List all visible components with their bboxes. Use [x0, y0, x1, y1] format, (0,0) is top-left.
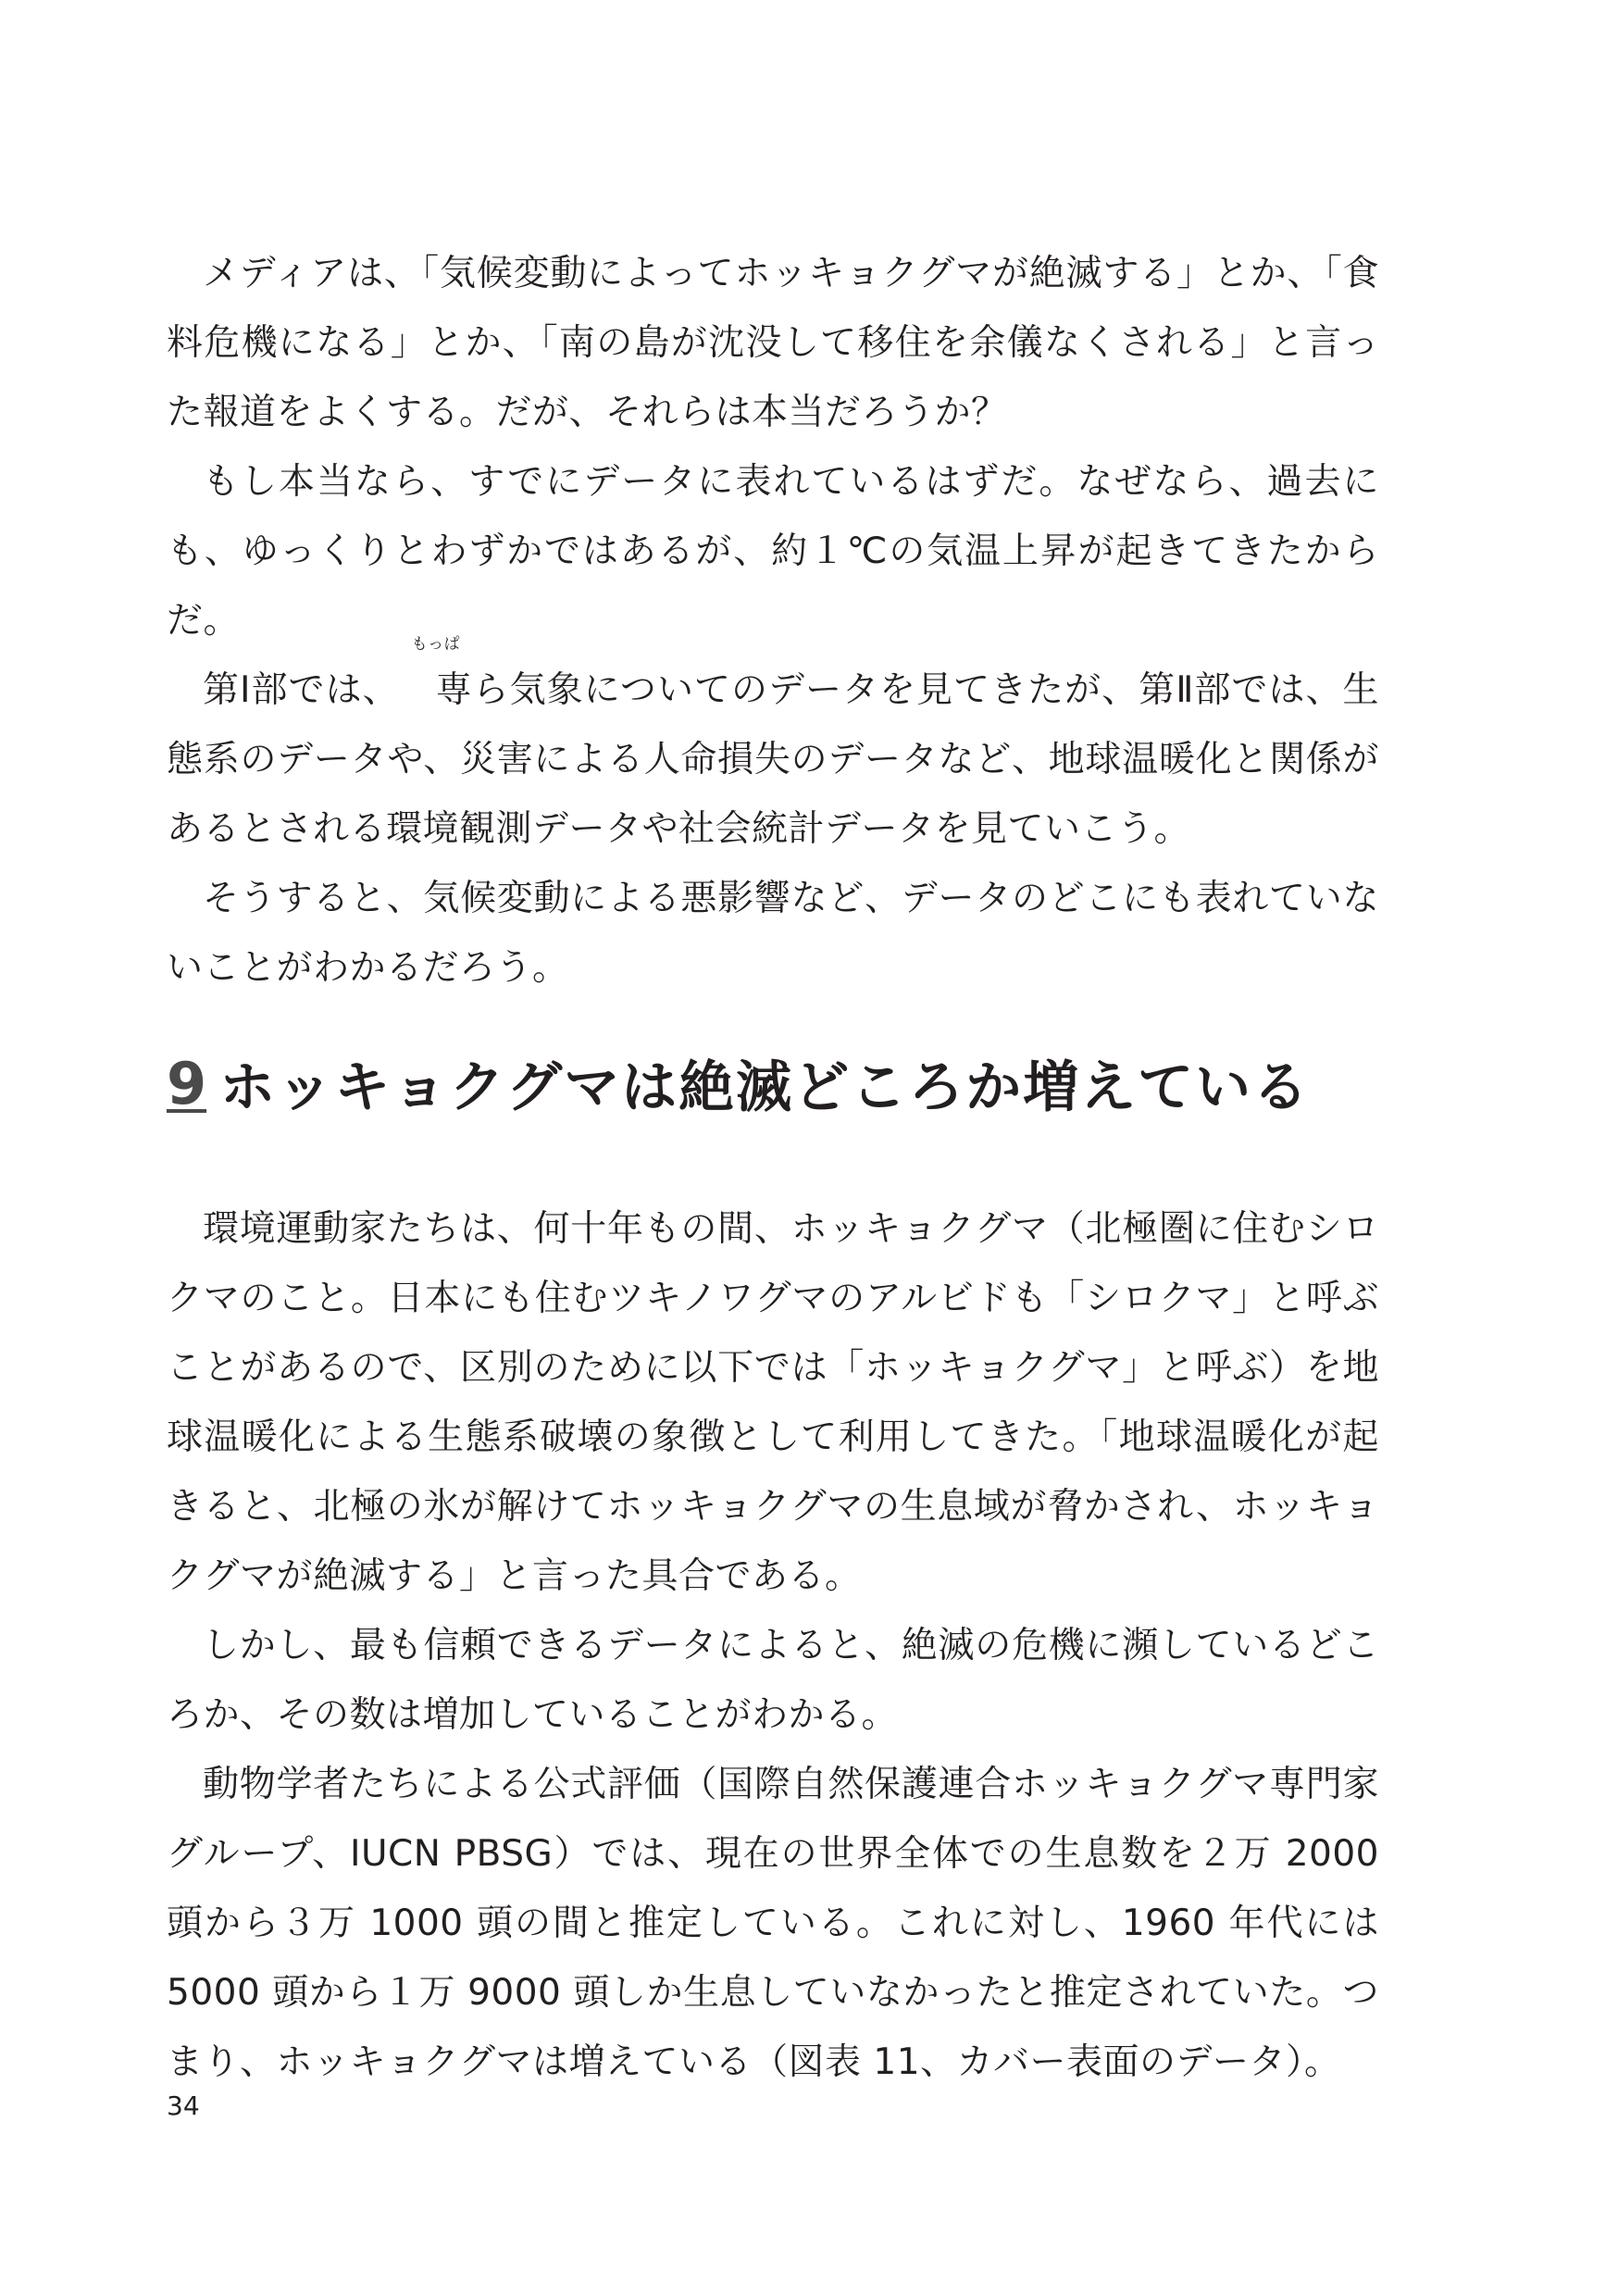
ruby-annotation: [400, 635, 473, 725]
section-title: ホッキョクグマは絶滅どころか増えている: [219, 1055, 1311, 1120]
section-paragraph-3: 動物学者たちによる公式評価（国際自然保護連合ホッキョクグマ専門家グループ、IUCN PBSG）では、現在の世界全体での生息数を２万 2000 頭から３万 1000 頭の間と推定している。これに対し、1960 年代には 5000 頭から１万 9000 頭しか生息していなかったと推定されていた。つまり、ホッキョクグマは増えている（図表 11、カバー表面のデータ）。: [167, 1764, 1379, 2083]
ruby-reading: もっぱ: [411, 635, 461, 654]
intro-paragraph-3: [167, 635, 1379, 864]
intro-paragraph-1: メディアは、「気候変動によってホッキョクグマが絶滅する」とか、「食料危機になる」とか、「南の島が沈没して移住を余儀なくされる」と言った報道をよくする。だが、それらは本当だろうか？: [167, 253, 1379, 433]
section-number: 9: [167, 1049, 207, 1117]
intro-paragraph-3-rest: ら気象についてのデータを見てきたが、第Ⅱ部では、生態系のデータや、災害による人命損失のデータなど、地球温暖化と関係があるとされる環境観測データや社会統計データを見ていこう。: [167, 669, 1379, 850]
intro-paragraph-4: そうすると、気候変動による悪影響など、データのどこにも表れていないことがわかるだろう。: [167, 878, 1379, 989]
section-heading: [167, 1042, 1379, 1125]
section-paragraph-2: しかし、最も信頼できるデータによると、絶滅の危機に瀕しているどころか、その数は増加していることがわかる。: [167, 1625, 1379, 1736]
intro-paragraph-2: もし本当なら、すでにデータに表れているはずだ。なぜなら、過去にも、ゆっくりとわずかではあるが、約１℃の気温上昇が起きてきたからだ。: [167, 461, 1379, 642]
page-number: 34: [167, 2090, 200, 2121]
intro-paragraph-3-start: 第Ⅰ部では、: [203, 669, 400, 711]
section-paragraph-1: 環境運動家たちは、何十年もの間、ホッキョクグマ（北極圏に住むシロクマのこと。日本にも住むツキノワグマのアルビドも「シロクマ」と呼ぶことがあるので、区別のために以下では「ホッキョクグマ」と呼ぶ）を地球温暖化による生態系破壊の象徴として利用してきた。「地球温暖化が起きると、北極の氷が解けてホッキョクグマの生息域が脅かされ、ホッキョクグマが絶滅する」と言った具合である。: [167, 1208, 1379, 1597]
intro-block: [167, 239, 1379, 1003]
section-body: [167, 1194, 1379, 2097]
ruby-base: 専: [435, 669, 473, 711]
